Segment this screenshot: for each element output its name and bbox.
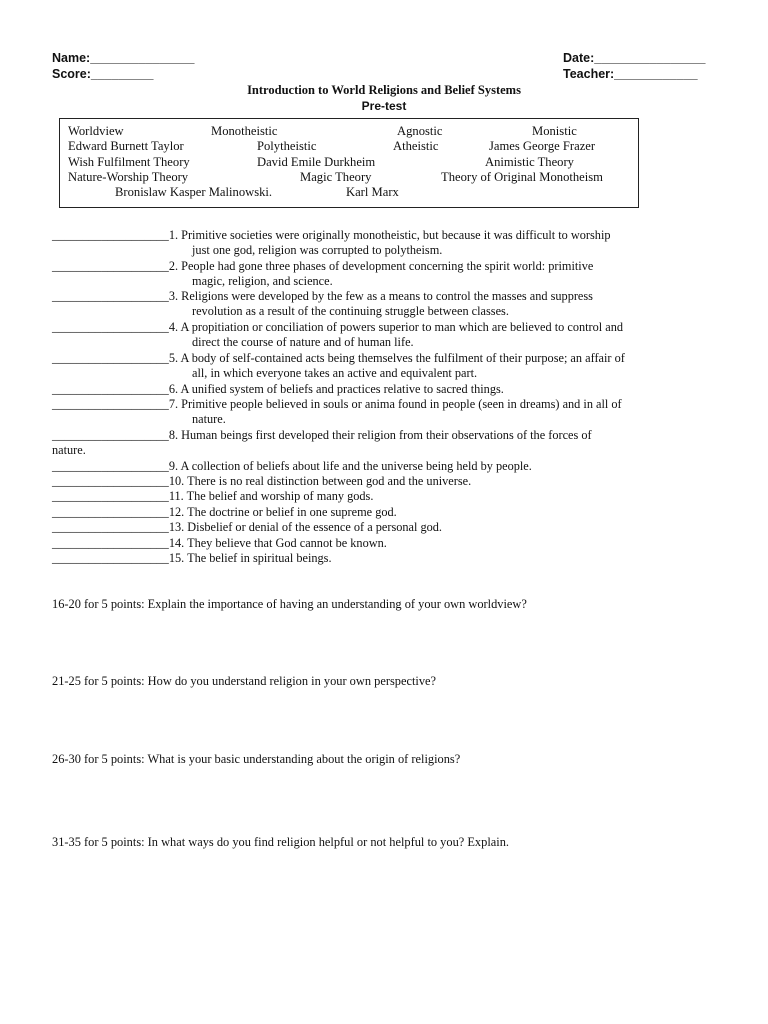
question-text: There is no real distinction between god and the universe. <box>187 474 472 488</box>
answer-blank[interactable]: ___________________1. <box>52 228 179 242</box>
word-bank-term: Worldview <box>68 124 124 138</box>
word-bank-box <box>59 118 639 208</box>
word-bank-term: Wish Fulfilment Theory <box>68 155 190 169</box>
essay-prompt: 21-25 for 5 points: How do you understand religion in your own perspective? <box>52 674 437 688</box>
page-subtitle: Pre-test <box>361 99 407 113</box>
answer-blank[interactable]: ___________________11. <box>52 489 184 503</box>
answer-blank[interactable]: ___________________13. <box>52 520 185 534</box>
essay-prompt: 16-20 for 5 points: Explain the importance of having an understanding of your own worldview? <box>52 597 527 611</box>
question-item <box>52 289 716 320</box>
word-bank-term: Karl Marx <box>346 185 399 199</box>
word-bank-term: Atheistic <box>393 139 439 153</box>
answer-blank[interactable]: ___________________14. <box>52 536 185 550</box>
question-text-cont: revolution as a result of the continuing struggle between classes. <box>192 304 509 319</box>
answer-blank[interactable]: ___________________2. <box>52 259 179 273</box>
question-text: Disbelief or denial of the essence of a personal god. <box>187 520 443 534</box>
word-bank-term: Monotheistic <box>211 124 278 138</box>
word-bank-term: Edward Burnett Taylor <box>68 139 184 153</box>
question-text-cont: nature. <box>192 412 226 427</box>
word-bank-term: Theory of Original Monotheism <box>441 170 603 184</box>
answer-blank[interactable]: ___________________5. <box>52 351 179 365</box>
question-text-wrap: nature. <box>52 443 86 458</box>
question-item <box>52 259 716 290</box>
question-item <box>52 397 716 428</box>
question-text: They believe that God cannot be known. <box>187 536 387 550</box>
answer-blank[interactable]: ___________________3. <box>52 289 179 303</box>
question-text: The belief and worship of many gods. <box>186 489 374 503</box>
question-item <box>52 351 716 382</box>
teacher-field[interactable]: Teacher:____________ <box>563 67 698 81</box>
word-bank-term: Polytheistic <box>257 139 317 153</box>
essay-prompt: 26-30 for 5 points: What is your basic understanding about the origin of religions? <box>52 752 461 766</box>
name-field[interactable]: Name:_______________ <box>52 51 195 65</box>
question-text: The doctrine or belief in one supreme god. <box>187 505 397 519</box>
question-item <box>52 536 716 551</box>
question-text: A body of self-contained acts being themselves the fulfilment of their purpose; an affair of <box>180 351 625 365</box>
essay-prompt: 31-35 for 5 points: In what ways do you find religion helpful or not helpful to you? Explain. <box>52 835 510 849</box>
word-bank-term: Magic Theory <box>300 170 372 184</box>
question-text-cont: direct the course of nature and of human life. <box>192 335 414 350</box>
question-text: A collection of beliefs about life and the universe being held by people. <box>180 459 532 473</box>
date-field[interactable]: Date:________________ <box>563 51 706 65</box>
question-text: A unified system of beliefs and practices relative to sacred things. <box>180 382 504 396</box>
question-text: Primitive people believed in souls or anima found in people (seen in dreams) and in all of <box>181 397 622 411</box>
answer-blank[interactable]: ___________________10. <box>52 474 185 488</box>
question-item <box>52 459 716 474</box>
answer-blank[interactable]: ___________________6. <box>52 382 179 396</box>
page-title: Introduction to World Religions and Belief Systems <box>247 83 521 97</box>
word-bank-term: Monistic <box>532 124 577 138</box>
answer-blank[interactable]: ___________________9. <box>52 459 179 473</box>
question-item <box>52 320 716 351</box>
question-text: People had gone three phases of development concerning the spirit world: primitive <box>181 259 594 273</box>
question-item <box>52 474 716 489</box>
question-item <box>52 382 716 397</box>
score-field[interactable]: Score:_________ <box>52 67 154 81</box>
question-text: A propitiation or conciliation of powers superior to man which are believed to control and <box>180 320 624 334</box>
answer-blank[interactable]: ___________________7. <box>52 397 179 411</box>
question-item <box>52 505 716 520</box>
question-text-cont: just one god, religion was corrupted to polytheism. <box>192 243 443 258</box>
question-text: Religions were developed by the few as a means to control the masses and suppress <box>181 289 593 303</box>
word-bank-term: Nature-Worship Theory <box>68 170 189 184</box>
word-bank-term: Bronislaw Kasper Malinowski. <box>115 185 273 199</box>
answer-blank[interactable]: ___________________12. <box>52 505 185 519</box>
question-item <box>52 489 716 504</box>
question-item <box>52 228 716 259</box>
question-text-cont: magic, religion, and science. <box>192 274 333 289</box>
answer-blank[interactable]: ___________________4. <box>52 320 179 334</box>
word-bank-term: David Emile Durkheim <box>257 155 376 169</box>
word-bank-term: James George Frazer <box>489 139 596 153</box>
question-text: Primitive societies were originally monotheistic, but because it was difficult to worship <box>181 228 611 242</box>
word-bank-term: Agnostic <box>397 124 443 138</box>
question-item <box>52 428 716 459</box>
question-item <box>52 551 716 566</box>
question-text-cont: all, in which everyone takes an active and equivalent part. <box>192 366 478 381</box>
answer-blank[interactable]: ___________________15. <box>52 551 185 565</box>
word-bank-term: Animistic Theory <box>485 155 574 169</box>
question-item <box>52 520 716 535</box>
answer-blank[interactable]: ___________________8. <box>52 428 179 442</box>
question-text: Human beings first developed their religion from their observations of the forces of <box>181 428 592 442</box>
question-text: The belief in spiritual beings. <box>187 551 332 565</box>
